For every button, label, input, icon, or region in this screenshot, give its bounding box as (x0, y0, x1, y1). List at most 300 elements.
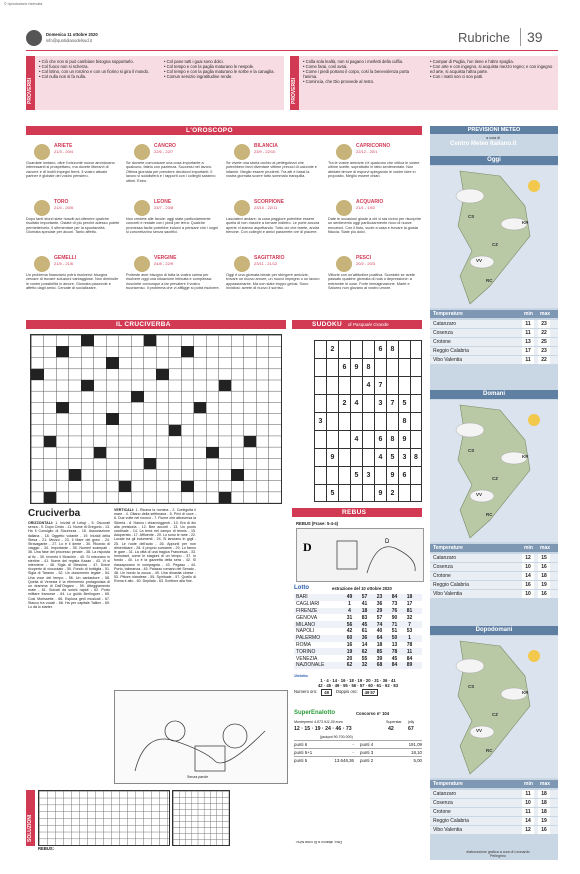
lotto-number: 20 (346, 655, 353, 662)
temp-city: Crotone (433, 339, 451, 345)
sudoku-cell[interactable]: 2 (326, 340, 338, 358)
jolly-number: 67 (408, 726, 414, 732)
header-rule (26, 50, 558, 51)
lotto-number: 49 (346, 594, 353, 601)
sign-date: 20/2 - 20/3 (356, 260, 376, 266)
cartoon-image (114, 690, 288, 784)
prize-value: 13.646,36 (334, 758, 354, 763)
sudoku-cell[interactable]: 3 (398, 448, 410, 466)
sudoku-cell[interactable] (314, 358, 326, 376)
temp-row (430, 817, 558, 825)
sudoku-cell[interactable] (362, 484, 374, 502)
sudoku-cell[interactable] (326, 358, 338, 376)
soluzioni-bar (26, 790, 35, 846)
sudoku-cell[interactable]: 9 (374, 484, 386, 502)
lotto-row (294, 601, 422, 608)
superstar-number: 42 (388, 726, 394, 732)
sign-icon (34, 144, 50, 160)
sudoku-cell[interactable] (314, 376, 326, 394)
sudoku-cell[interactable]: 6 (374, 430, 386, 448)
sign-name: TORO (54, 199, 69, 205)
sudoku-cell[interactable]: 9 (398, 430, 410, 448)
sign-date: 22/12 - 20/1 (356, 148, 378, 154)
prize-label: punti 6 (294, 742, 308, 747)
sudoku-cell[interactable]: 8 (386, 340, 398, 358)
sudoku-cell[interactable]: 6 (374, 340, 386, 358)
superenalotto-concorso: Concorso n° 104 (356, 711, 390, 716)
temp-min: 14 (522, 572, 534, 580)
temp-city: Reggio Calabria (433, 582, 469, 588)
jolly-label: jolly (408, 720, 415, 724)
sudoku-cell[interactable] (326, 412, 338, 430)
lotto-city: MILANO (296, 621, 316, 628)
proverb: • Come farai, così avrai. (303, 64, 348, 69)
sign-name: CAPRICORNO (356, 143, 391, 149)
sign-header (54, 200, 114, 210)
crossword-black-cell (56, 402, 69, 413)
sudoku-cell[interactable]: 6 (398, 466, 410, 484)
sign-icon (134, 256, 150, 272)
sudoku-cell[interactable] (350, 340, 362, 358)
map-city-label: RC (486, 278, 493, 283)
crossword-black-cell (56, 346, 69, 357)
sign-text: Date le occasioni giuste a chi vi sta vicino per riscoprire un sentimento oggi particolarmente ricco di nuove emozioni. Con il fiuto, vuole a casa e trovare la giusta fiducia. Siate più dolci. (328, 217, 422, 235)
sudoku-cell[interactable] (314, 430, 326, 448)
sudoku-cell[interactable] (314, 448, 326, 466)
crossword-black-cell (219, 492, 232, 503)
sudoku-cell[interactable]: 3 (362, 466, 374, 484)
temp-label: Temperature (433, 781, 463, 787)
meteo-panel-title: Oggi (430, 156, 558, 165)
map-city-label: CZ (492, 476, 498, 481)
sudoku-bar-title: SUDOKU (312, 321, 342, 328)
sign-icon (234, 144, 250, 160)
proverb: • Comincia, che Dio provvede al resto. (303, 79, 375, 84)
proverb: • Compar di Puglia, l'un tiene e l'altro spoglia. (430, 59, 514, 64)
meteo-panel-title: Dopodomani (430, 626, 558, 635)
diecielotto-logo: 10elotto (294, 674, 308, 678)
temp-max: 16 (538, 563, 550, 571)
sudoku-cell[interactable] (410, 412, 422, 430)
crossword-black-cell (231, 469, 244, 480)
superenalotto-logo: SuperEnalotto (294, 710, 336, 716)
proverb: • Come i piedi portano il corpo, così la benevolenza porta l'anima. (303, 69, 409, 79)
sudoku-cell[interactable]: 5 (350, 466, 362, 484)
sudoku-cell[interactable] (374, 358, 386, 376)
svg-text:D: D (303, 540, 312, 554)
min-label: min (524, 311, 533, 317)
lotto-number: 84 (391, 662, 398, 669)
sudoku-cell[interactable] (338, 412, 350, 430)
temp-min: 12 (522, 826, 534, 834)
lotto-number: 62 (361, 648, 368, 655)
sign-header (54, 256, 114, 266)
lotto-city: CAGLIARI (296, 601, 320, 608)
lotto-city: FIRENZE (296, 607, 318, 614)
sign-icon (234, 200, 250, 216)
temp-max: 16 (538, 826, 550, 834)
lotto-number: 45 (361, 621, 368, 628)
sudoku-cell[interactable] (338, 484, 350, 502)
temp-min: 17 (522, 347, 534, 355)
meteo-panel-1 (430, 390, 558, 618)
orizzontali-label: ORIZZONTALI: (28, 521, 54, 525)
oroscopo-bar (26, 126, 422, 135)
sudoku-cell[interactable] (410, 358, 422, 376)
map-city-label: CS (468, 448, 475, 453)
max-label: max (540, 545, 551, 551)
map-city-label: CS (468, 214, 475, 219)
sign-icon (234, 256, 250, 272)
page-number: 39 (527, 29, 543, 45)
temp-max: 15 (538, 554, 550, 562)
meteo-column (430, 126, 558, 860)
proverb: • Ciò che non si può cambiare bisogna sopportarlo. (39, 59, 134, 64)
doppio-oro: 49 57 (362, 689, 378, 696)
verticali-clues: 1. Ricava la nomina - 2. Contiguità il mare - 4. Gitano della settimana - 5. Privi di voce - 6. Due volte nel rococò - 7. Fiume che attraversa la Siberia - 8. Hanno i chiaroviggenti - 10. Era di dio alla preistoria - 12. Ben accorti - 13. Un punto cardinale - 14. La terra nel campo di tennis - 15. Adoperato - 17. Affluente - 20. Lo sono le rane - 22. Locale tra gli indumenti - 24. Si lanciano in gigli - 25. Le ruote dell'auto - 26. Appunti per non dimenticare - 28. Il proprio surname - 29. Lo fanno le gare - 31. La città di una tragica Francesca - 33. Immutant, come le stagioni di un tempo - 37. In fondo - 40. Lo è la gazzetta della sera - 42. Si riassaporano in compagnia - 43. Pegaso - 44. Porto, tolleranza - 45. Palazzo romano del Senato - 48. Un bordo la zucca - 49. Una dinastia cinese - 53. Pittore olandese - 55. Spirituale - 57. Quello di Roma è alto - 60. Depilato - 63. Scrittore alla fine. (114, 508, 196, 584)
temp-city: Reggio Calabria (433, 348, 469, 354)
jackpot-note: (jackpot 90.700.000) (320, 735, 353, 739)
lotto-number: 71 (391, 621, 398, 628)
lotto-row (294, 642, 422, 649)
sudoku-cell[interactable] (398, 358, 410, 376)
temp-city: Cosenza (433, 564, 453, 570)
sign-name: GEMELLI (54, 255, 77, 261)
rebus-bar-title: REBUS (342, 509, 367, 516)
sudoku-cell[interactable] (326, 394, 338, 412)
diecielotto-line1: 1 · 4 · 14 · 16 · 18 · 19 · 20 · 31 · 36 · 41 (320, 678, 396, 684)
sudoku-cell[interactable] (398, 340, 410, 358)
calabria-map (430, 400, 558, 542)
numero-oro: 49 (321, 689, 332, 696)
sudoku-cell[interactable]: 9 (326, 448, 338, 466)
sign-header (254, 144, 314, 154)
sudoku-cell[interactable] (386, 358, 398, 376)
sudoku-cell[interactable]: 8 (398, 412, 410, 430)
sudoku-grid[interactable] (314, 340, 422, 502)
crossword-black-cell (206, 447, 219, 458)
sign-text: Lasciatevi andare: la cosa peggiore potrebbe essere quella di non riuscire a tornare indietro. Le porte ancora aperte vi stanno aspettando. Tutto ciò che farete, andrà benone. Con colleghi e amici passerete ore di piacere. (226, 217, 320, 235)
sign-name: SCORPIONE (254, 199, 285, 205)
lotto-number: 41 (361, 601, 368, 608)
sign-name: ARIETE (54, 143, 73, 149)
sudoku-cell[interactable]: 8 (386, 430, 398, 448)
sudoku-cell[interactable]: 7 (386, 394, 398, 412)
soluzioni-label: SOLUZIONI (27, 814, 33, 842)
sudoku-cell[interactable]: 8 (362, 358, 374, 376)
sign-text: Un problema finanziario potrà risolversi: bisogna cercare di trovare soluzioni vantaggiose. Non diminuite le vostre possibilità in amore. Giornata piacevole e affetto dagli amici. Cercate di socializzare. (26, 273, 119, 291)
proverbi-col3 (303, 59, 423, 84)
sudoku-cell[interactable] (350, 376, 362, 394)
temp-min: 11 (522, 356, 534, 364)
sudoku-cell[interactable]: 9 (386, 466, 398, 484)
proverb: • Con i matti non ci son patti. (430, 74, 484, 79)
temp-max: 18 (538, 572, 550, 580)
rebus-drawing (297, 529, 423, 581)
sign-header (356, 256, 416, 266)
lotto-number: 60 (346, 635, 353, 642)
sign-text: Potreste aver bisogno di tutta la vostra calma per risolvere oggi una situazione intricata e complessa: riuscirete comunque a far prevalere il vostro buonsenso. Il problema che vi affligge si potrà risolvere. (126, 273, 220, 291)
sign-name: BILANCIA (254, 143, 278, 149)
sudoku-cell[interactable]: 3 (314, 412, 326, 430)
lotto-number: 84 (406, 655, 413, 662)
map-city-label: RC (486, 512, 493, 517)
max-label: max (540, 311, 551, 317)
temp-row (430, 563, 558, 571)
sudoku-cell[interactable] (374, 466, 386, 484)
sudoku-cell[interactable] (338, 340, 350, 358)
sign-name: SAGITTARIO (254, 255, 285, 261)
crossword-black-cell (69, 469, 82, 480)
sign-date: 23/7 - 23/8 (154, 204, 174, 210)
lotto-number: 32 (361, 662, 368, 669)
proverbi-label-bar (290, 56, 299, 110)
sudoku-cell[interactable]: 5 (326, 484, 338, 502)
sign-header (356, 144, 416, 154)
lotto-number: 85 (376, 648, 383, 655)
sudoku-cell[interactable] (410, 484, 422, 502)
temp-row (430, 790, 558, 798)
sudoku-cell[interactable] (326, 430, 338, 448)
lotto-number: 18 (376, 641, 383, 648)
proverbi-label-bar (26, 56, 35, 110)
cruciverba-title: Cruciverba (28, 508, 81, 519)
temp-min: 14 (522, 817, 534, 825)
sudoku-cell[interactable] (314, 340, 326, 358)
oro-row (294, 689, 422, 696)
lotto-city: NAPOLI (296, 628, 315, 635)
oroscopo-title: L'OROSCOPO (186, 127, 233, 134)
temp-min: 10 (522, 590, 534, 598)
cruciverba-bar (26, 320, 286, 329)
solution-crossword (38, 790, 170, 846)
meteo-brand: Centro Meteo Italiano.it (450, 141, 517, 147)
min-label: min (524, 545, 533, 551)
sign-icon (336, 256, 352, 272)
lotto-city: VENEZIA (296, 655, 318, 662)
sudoku-cell[interactable]: 4 (350, 430, 362, 448)
lotto-row (294, 608, 422, 615)
lotto-row (294, 628, 422, 635)
sudoku-cell[interactable] (374, 412, 386, 430)
crossword-black-cell (169, 425, 182, 436)
crossword-black-cell (31, 369, 44, 380)
prize-label: punti 5 (294, 758, 308, 763)
cruciverba-bar-title: IL CRUCIVERBA (116, 321, 171, 328)
sudoku-cell[interactable] (410, 430, 422, 448)
lotto-number: 50 (391, 635, 398, 642)
doppio-oro-label: Doppio oro: (335, 689, 358, 695)
sign-icon (34, 200, 50, 216)
min-label: min (524, 781, 533, 787)
sudoku-cell[interactable]: 9 (350, 358, 362, 376)
sudoku-cell[interactable]: 4 (362, 376, 374, 394)
sudoku-cell[interactable] (326, 466, 338, 484)
sudoku-cell[interactable] (314, 466, 326, 484)
lotto-number: 42 (346, 628, 353, 635)
meteo-bar-title: PREVISIONI METEO (430, 126, 558, 134)
sudoku-cell[interactable] (410, 340, 422, 358)
lotto-city: GENOVA (296, 614, 318, 621)
temp-max: 19 (538, 581, 550, 589)
logo-q-icon (26, 30, 42, 46)
sudoku-cell[interactable]: 7 (374, 376, 386, 394)
lotto-number: 55 (361, 655, 368, 662)
sign-date: 22/6 - 22/7 (154, 148, 174, 154)
prize-label: punti 2 (360, 758, 374, 763)
temp-header (430, 544, 558, 552)
sign-icon (134, 200, 150, 216)
temp-city: Cosenza (433, 800, 453, 806)
header-divider (520, 28, 521, 46)
lotto-box (294, 585, 422, 671)
sudoku-cell[interactable] (410, 376, 422, 394)
sudoku-cell[interactable] (410, 466, 422, 484)
lotto-number: 62 (346, 662, 353, 669)
sign-date: 23/9 - 22/10 (254, 148, 276, 154)
temp-min: 11 (522, 808, 534, 816)
sudoku-cell[interactable]: 2 (338, 394, 350, 412)
sign-date: 23/11 - 21/12 (254, 260, 278, 266)
temp-row (430, 799, 558, 807)
sudoku-cell[interactable] (386, 412, 398, 430)
lotto-number: 57 (361, 594, 368, 601)
sign-icon (34, 256, 50, 272)
lotto-number: 89 (406, 662, 413, 669)
sudoku-cell[interactable] (314, 394, 326, 412)
prize-value: - (352, 750, 354, 755)
superenalotto-box (294, 710, 422, 770)
numero-oro-label: Numero oro: (294, 689, 318, 695)
sign-name: ACQUARIO (356, 199, 384, 205)
orizzontali-text (28, 521, 110, 609)
sudoku-cell[interactable] (326, 376, 338, 394)
crossword-grid[interactable] (30, 334, 282, 504)
prize-row (294, 748, 422, 756)
sudoku-cell[interactable] (386, 376, 398, 394)
lotto-number: 53 (406, 628, 413, 635)
sudoku-cell[interactable] (362, 394, 374, 412)
sudoku-cell[interactable] (350, 484, 362, 502)
crossword-black-cell (106, 357, 119, 368)
soluzioni-hint-wrap (232, 840, 342, 848)
lotto-city: PALERMO (296, 635, 321, 642)
lotto-row (294, 621, 422, 628)
sudoku-cell[interactable] (362, 412, 374, 430)
sudoku-cell[interactable] (350, 448, 362, 466)
lotto-number: 84 (391, 594, 398, 601)
lotto-number: 36 (376, 601, 383, 608)
lotto-row (294, 635, 422, 642)
sudoku-cell[interactable] (362, 340, 374, 358)
sudoku-cell[interactable]: 5 (386, 448, 398, 466)
sudoku-cell[interactable] (338, 376, 350, 394)
sudoku-cell[interactable]: 5 (398, 394, 410, 412)
lotto-number: 81 (406, 607, 413, 614)
sudoku-cell[interactable]: 8 (410, 448, 422, 466)
sign-text: Guardate lontano, oltre l'orizzonte nuove ammiccano interessanti si prospettano, ma dovete liberarvi di zavorre e di inutili impegni fermi. Il vostro attuale partner è globale del vostro pensiero. (26, 161, 115, 179)
rebus-solution-label: REBUS: (38, 846, 55, 851)
sudoku-cell[interactable]: 6 (338, 358, 350, 376)
sign-date: 21/3 - 20/4 (54, 148, 74, 154)
lotto-number: 76 (391, 607, 398, 614)
lotto-number: 61 (361, 628, 368, 635)
prize-label: punti 5+1 (294, 750, 313, 755)
lotto-city: BARI (296, 594, 308, 601)
sudoku-cell[interactable]: 2 (386, 484, 398, 502)
rebus-bar (292, 508, 422, 517)
sudoku-cell[interactable] (398, 376, 410, 394)
sudoku-cell[interactable] (338, 430, 350, 448)
sudoku-cell[interactable] (362, 430, 374, 448)
lotto-number: 31 (346, 614, 353, 621)
sudoku-cell[interactable] (338, 466, 350, 484)
crossword-black-cell (44, 436, 57, 447)
header-date: Domenica 11 ottobre 2020 (46, 32, 98, 37)
prize-label: punti 4 (360, 742, 374, 747)
map-city-label: KR (522, 454, 529, 459)
temp-min: 11 (522, 790, 534, 798)
calabria-map (430, 166, 558, 308)
temp-row (430, 554, 558, 562)
proverbi-label: PROVERBI (27, 77, 33, 104)
sudoku-bar (292, 320, 422, 329)
temp-city: Vibo Valentia (433, 591, 463, 597)
temp-row (430, 329, 558, 337)
lotto-title: estrazione del 10 ottobre 2020 (332, 586, 392, 591)
sudoku-cell[interactable] (362, 448, 374, 466)
temp-row (430, 590, 558, 598)
sign-text: Non credete alle favole: oggi state particolarmente concreti e restate con i piedi per terra. Qualche promessa facile potrebbe indurvi a pensare che i sogni si concretizzino senza sacrifici. (126, 217, 219, 235)
lotto-row (294, 662, 422, 669)
sudoku-author: di Pasquale Grande (348, 322, 389, 327)
temp-row (430, 572, 558, 580)
lotto-number: 18 (361, 607, 368, 614)
sign-icon (336, 144, 352, 160)
lotto-number: 32 (406, 614, 413, 621)
sign-date: 21/4 - 20/5 (54, 204, 74, 210)
svg-text:D: D (385, 539, 390, 545)
crossword-black-cell (219, 380, 232, 391)
sudoku-cell[interactable]: 4 (374, 448, 386, 466)
lotto-logo: Lotto (294, 585, 309, 591)
lotto-number: 40 (376, 628, 383, 635)
sudoku-cell[interactable] (314, 484, 326, 502)
temp-city: Crotone (433, 809, 451, 815)
sudoku-cell[interactable]: 3 (374, 394, 386, 412)
sudoku-cell[interactable]: 4 (350, 394, 362, 412)
sudoku-cell[interactable] (350, 412, 362, 430)
temp-max: 22 (538, 356, 550, 364)
proverbi-box-right (290, 56, 558, 110)
lotto-row (294, 594, 422, 601)
sudoku-cell[interactable] (338, 448, 350, 466)
map-city-label: CZ (492, 712, 498, 717)
sign-name: CANCRO (154, 143, 176, 149)
sudoku-cell[interactable] (398, 484, 410, 502)
temp-row (430, 320, 558, 328)
sign-text: Se dovrete comunicare una cosa importante a qualcuno, fatelo con pazienza. Successi nel lavoro. Ottima giornata per prendere decisioni importanti. Il lavoro vi soddisferà e i rapporti con i colleghi saranno ottimi. Estro. (126, 161, 216, 183)
lotto-number: 23 (376, 594, 383, 601)
crossword-black-cell (94, 447, 107, 458)
prize-value: - (352, 742, 354, 747)
sudoku-cell[interactable] (410, 394, 422, 412)
proverb: • Colla sola lealtà, non si pagano i merletti della cuffia. (303, 59, 404, 64)
lotto-number: 64 (376, 635, 383, 642)
header-email[interactable]: info@quotidianodelsud.it (46, 38, 92, 43)
lotto-number: 73 (391, 601, 398, 608)
lotto-number: 74 (376, 621, 383, 628)
